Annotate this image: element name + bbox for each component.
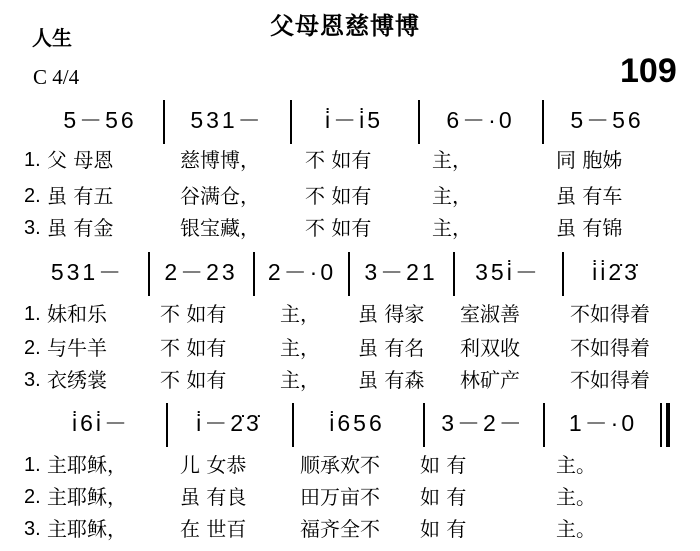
lyric-phrase: 不 如有 bbox=[160, 368, 227, 392]
measure: i̇－2̇3̇ bbox=[196, 410, 262, 436]
measure: 35i̇－ bbox=[475, 259, 541, 285]
measure: i̇i̇2̇3̇ bbox=[592, 259, 640, 285]
lyric-phrase: 田万亩不 bbox=[300, 485, 380, 509]
lyric-phrase: 儿 女恭 bbox=[180, 453, 247, 477]
lyric-phrase: 衣绣裳 bbox=[47, 368, 107, 392]
lyric-phrase: 虽 有车 bbox=[556, 184, 623, 208]
barline bbox=[418, 100, 420, 144]
measure: 3－21 bbox=[364, 259, 438, 285]
lyric-phrase: 虽 有名 bbox=[358, 336, 425, 360]
verse-number: 3. bbox=[24, 369, 41, 391]
lyric-phrase: 银宝藏， bbox=[180, 216, 260, 240]
lyric-phrase: 福齐全不 bbox=[300, 517, 380, 541]
measure: 2－·0 bbox=[267, 259, 337, 285]
lyric-phrase: 如 有 bbox=[420, 517, 467, 541]
lyric-phrase: 在 世百 bbox=[180, 517, 247, 541]
barline bbox=[166, 403, 168, 447]
barline bbox=[542, 100, 544, 144]
lyric-phrase: 虽 有金 bbox=[47, 216, 114, 240]
measure: i̇656 bbox=[329, 410, 385, 436]
hymn-title: 父母恩慈博博 bbox=[270, 12, 420, 40]
lyric-phrase: 不 如有 bbox=[160, 336, 227, 360]
lyric-phrase: 虽 有良 bbox=[180, 485, 247, 509]
lyric-phrase: 父 母恩 bbox=[47, 148, 114, 172]
lyric-phrase: 不如得着 bbox=[570, 302, 650, 326]
barline bbox=[423, 403, 425, 447]
lyric-phrase: 室淑善 bbox=[460, 302, 520, 326]
key-time-signature: C 4/4 bbox=[33, 65, 80, 89]
final-barline-thick bbox=[666, 403, 670, 447]
lyric-phrase: 虽 有锦 bbox=[556, 216, 623, 240]
barline bbox=[148, 252, 150, 296]
verse-number: 2. bbox=[24, 185, 41, 207]
barline bbox=[453, 252, 455, 296]
verse-number: 2. bbox=[24, 486, 41, 508]
lyric-phrase: 主， bbox=[280, 368, 320, 392]
verse-number: 1. bbox=[24, 454, 41, 476]
measure: i̇－i̇5 bbox=[324, 107, 383, 133]
final-barline-thin bbox=[660, 403, 662, 447]
lyric-phrase: 主， bbox=[432, 184, 472, 208]
verse-number: 1. bbox=[24, 149, 41, 171]
hymn-category: 人生 bbox=[32, 26, 72, 50]
lyric-phrase: 不如得着 bbox=[570, 368, 650, 392]
measure: 531－ bbox=[50, 259, 125, 285]
lyric-phrase: 虽 得家 bbox=[358, 302, 425, 326]
lyric-phrase: 不 如有 bbox=[305, 216, 372, 240]
measure: 6－·0 bbox=[446, 107, 515, 133]
lyric-phrase: 如 有 bbox=[420, 485, 467, 509]
lyric-phrase: 虽 有五 bbox=[47, 184, 114, 208]
lyric-phrase: 同 胞姊 bbox=[556, 148, 623, 172]
lyric-phrase: 虽 有森 bbox=[358, 368, 425, 392]
lyric-phrase: 不 如有 bbox=[305, 184, 372, 208]
measure: 5－56 bbox=[63, 107, 137, 133]
barline bbox=[163, 100, 165, 144]
lyric-phrase: 主耶稣， bbox=[47, 517, 127, 541]
barline bbox=[562, 252, 564, 296]
lyric-phrase: 利双收 bbox=[460, 336, 520, 360]
lyric-phrase: 主耶稣， bbox=[47, 453, 127, 477]
verse-number: 3. bbox=[24, 217, 41, 239]
lyric-phrase: 主。 bbox=[556, 517, 596, 541]
measure: 5－56 bbox=[570, 107, 644, 133]
verse-number: 2. bbox=[24, 337, 41, 359]
lyric-phrase: 与牛羊 bbox=[47, 336, 107, 360]
measure: 1－·0 bbox=[568, 410, 638, 436]
lyric-phrase: 谷满仓， bbox=[180, 184, 260, 208]
measure: 2－23 bbox=[164, 259, 238, 285]
lyric-phrase: 主， bbox=[280, 336, 320, 360]
lyric-phrase: 如 有 bbox=[420, 453, 467, 477]
lyric-phrase: 不如得着 bbox=[570, 336, 650, 360]
measure: i̇6i̇－ bbox=[71, 410, 130, 436]
barline bbox=[253, 252, 255, 296]
lyric-phrase: 主。 bbox=[556, 453, 596, 477]
barline bbox=[290, 100, 292, 144]
measure: 531－ bbox=[190, 107, 264, 133]
hymn-number: 109 bbox=[620, 52, 677, 90]
lyric-phrase: 妹和乐 bbox=[47, 302, 107, 326]
lyric-phrase: 不 如有 bbox=[305, 148, 372, 172]
barline bbox=[292, 403, 294, 447]
lyric-phrase: 主， bbox=[280, 302, 320, 326]
verse-number: 1. bbox=[24, 303, 41, 325]
lyric-phrase: 林矿产 bbox=[460, 368, 520, 392]
lyric-phrase: 顺承欢不 bbox=[300, 453, 380, 477]
barline bbox=[348, 252, 350, 296]
lyric-phrase: 主。 bbox=[556, 485, 596, 509]
lyric-phrase: 主， bbox=[432, 148, 472, 172]
barline bbox=[543, 403, 545, 447]
lyric-phrase: 主耶稣， bbox=[47, 485, 127, 509]
lyric-phrase: 慈博博， bbox=[180, 148, 260, 172]
lyric-phrase: 主， bbox=[432, 216, 472, 240]
verse-number: 3. bbox=[24, 518, 41, 540]
lyric-phrase: 不 如有 bbox=[160, 302, 227, 326]
measure: 3－2－ bbox=[441, 410, 525, 436]
